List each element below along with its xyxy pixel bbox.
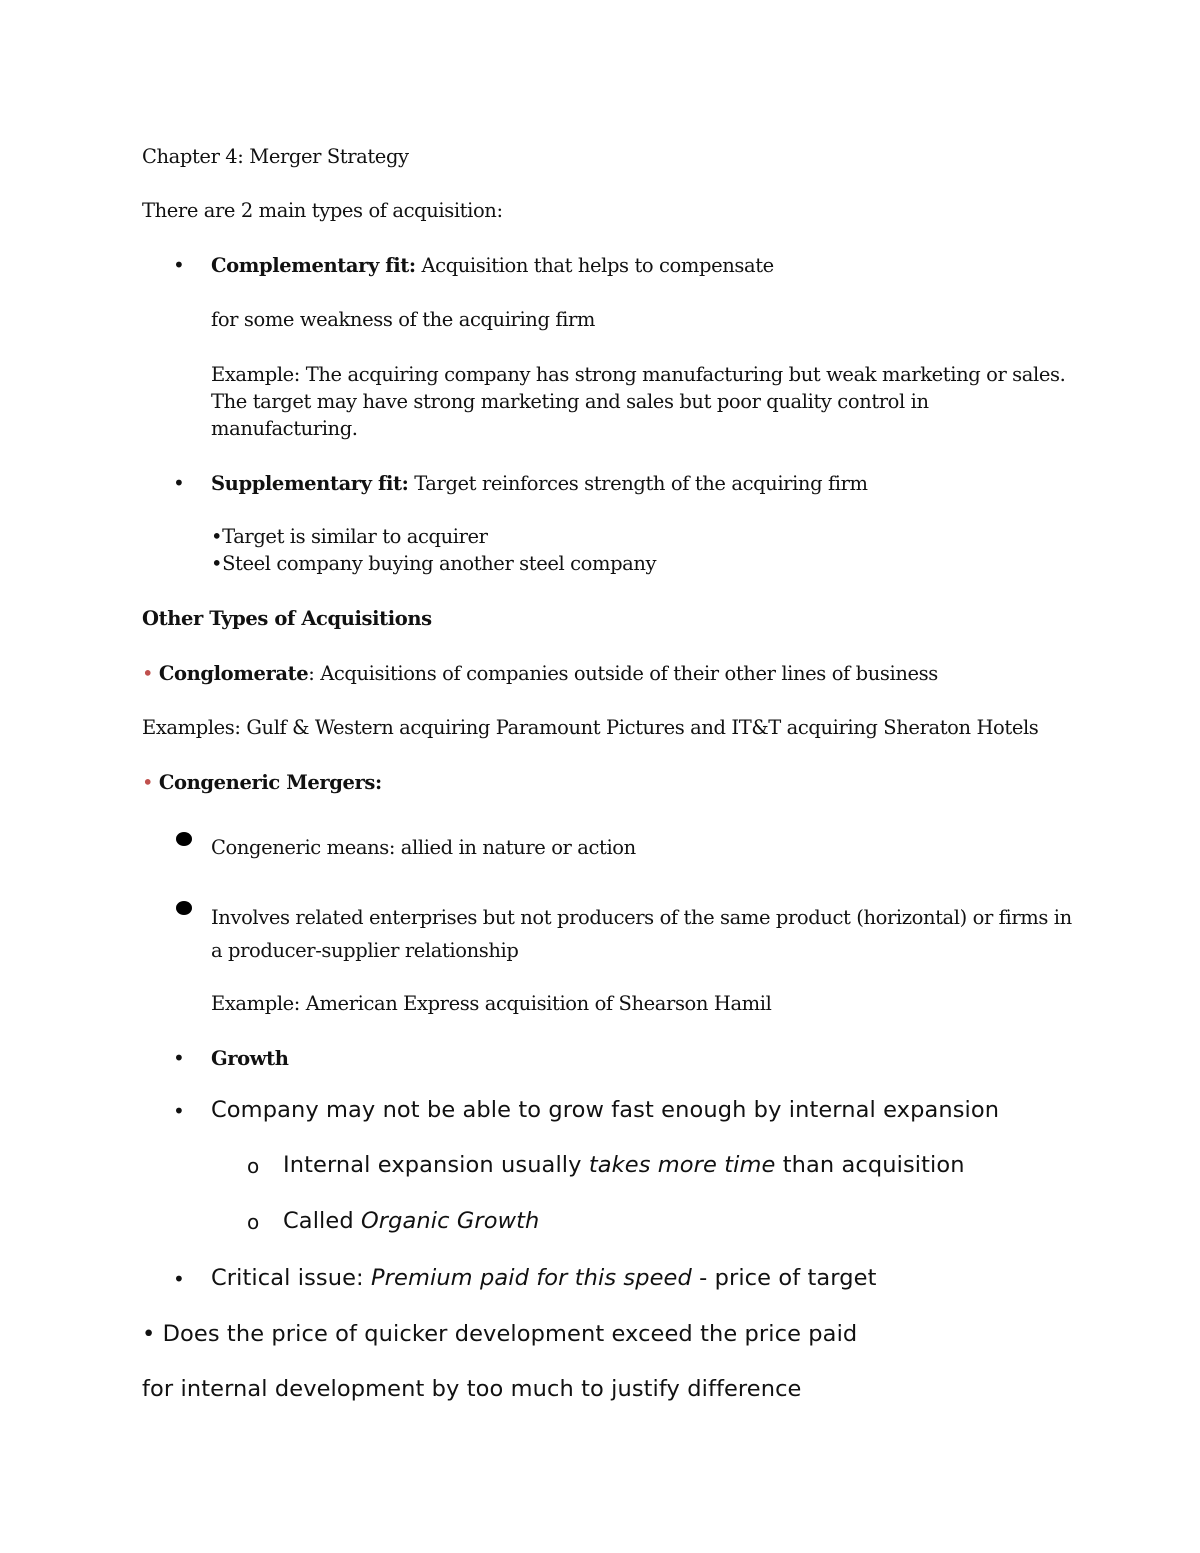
bullet-icon: • bbox=[173, 1099, 185, 1123]
supplementary-item bbox=[211, 470, 868, 497]
sub-bullet-icon: o bbox=[247, 1210, 260, 1234]
congeneric-item2-line1: Involves related enterprises but not producers of the same product (horizontal) or firms in bbox=[211, 906, 1072, 929]
congeneric-item1: Congeneric means: allied in nature or action bbox=[211, 836, 636, 859]
growth-sub2-a: Called bbox=[283, 1208, 361, 1234]
growth-sub1 bbox=[283, 1152, 965, 1179]
growth-point2-c: - price of target bbox=[691, 1265, 877, 1291]
supplementary-label: Supplementary fit: bbox=[211, 472, 409, 495]
intro-text: There are 2 main types of acquisition: bbox=[142, 199, 503, 222]
growth-point2-a: Critical issue: bbox=[211, 1265, 371, 1291]
growth-sub2-emphasis: Organic Growth bbox=[360, 1208, 540, 1234]
question-line2: for internal development by too much to justify difference bbox=[142, 1376, 802, 1402]
growth-point2 bbox=[211, 1265, 877, 1292]
other-types-heading: Other Types of Acquisitions bbox=[142, 607, 432, 630]
chapter-title: Chapter 4: Merger Strategy bbox=[142, 145, 409, 168]
examples-text: Examples: Gulf & Western acquiring Paramount Pictures and IT&T acquiring Sheraton Hotels bbox=[142, 716, 1039, 739]
conglomerate-item bbox=[142, 660, 938, 687]
sub-bullet-icon: o bbox=[247, 1154, 260, 1178]
supplementary-text: Target reinforces strength of the acquiring firm bbox=[414, 472, 868, 495]
complementary-example-line3: manufacturing. bbox=[211, 417, 358, 440]
growth-heading: Growth bbox=[211, 1047, 289, 1070]
large-bullet-icon bbox=[176, 901, 192, 915]
congeneric-heading bbox=[142, 769, 382, 796]
orange-bullet-icon: • bbox=[142, 662, 154, 685]
complementary-label: Complementary fit: bbox=[211, 254, 416, 277]
congeneric-example: Example: American Express acquisition of Shearson Hamil bbox=[211, 992, 772, 1015]
congeneric-item2-line2: a producer-supplier relationship bbox=[211, 939, 519, 962]
growth-sub1-a: Internal expansion usually bbox=[283, 1152, 589, 1178]
bullet-icon: • bbox=[173, 253, 185, 277]
bullet-icon: • bbox=[173, 1267, 185, 1291]
growth-point1: Company may not be able to grow fast enough by internal expansion bbox=[211, 1097, 1000, 1123]
congeneric-label: Congeneric Mergers: bbox=[158, 771, 382, 794]
growth-sub1-c: than acquisition bbox=[775, 1152, 965, 1178]
conglomerate-text: : Acquisitions of companies outside of their other lines of business bbox=[308, 662, 938, 685]
complementary-example-line1: Example: The acquiring company has strong manufacturing but weak marketing or sales. bbox=[211, 363, 1066, 386]
complementary-continued: for some weakness of the acquiring firm bbox=[211, 308, 596, 331]
complementary-text: Acquisition that helps to compensate bbox=[421, 254, 774, 277]
complementary-example-line2: The target may have strong marketing and sales but poor quality control in bbox=[211, 390, 929, 413]
bullet-icon: • bbox=[173, 1046, 185, 1070]
large-bullet-icon bbox=[176, 832, 192, 846]
orange-bullet-icon: • bbox=[142, 771, 154, 794]
growth-sub2 bbox=[283, 1208, 539, 1235]
conglomerate-label: Conglomerate bbox=[158, 662, 309, 685]
complementary-item bbox=[211, 252, 774, 279]
supplementary-sub2: •Steel company buying another steel company bbox=[211, 552, 657, 575]
supplementary-sub1: •Target is similar to acquirer bbox=[211, 525, 488, 548]
bullet-icon: • bbox=[173, 471, 185, 495]
growth-point2-emphasis: Premium paid for this speed bbox=[370, 1265, 692, 1291]
growth-sub1-emphasis: takes more time bbox=[588, 1152, 776, 1178]
question-line1: • Does the price of quicker development exceed the price paid bbox=[142, 1321, 858, 1347]
